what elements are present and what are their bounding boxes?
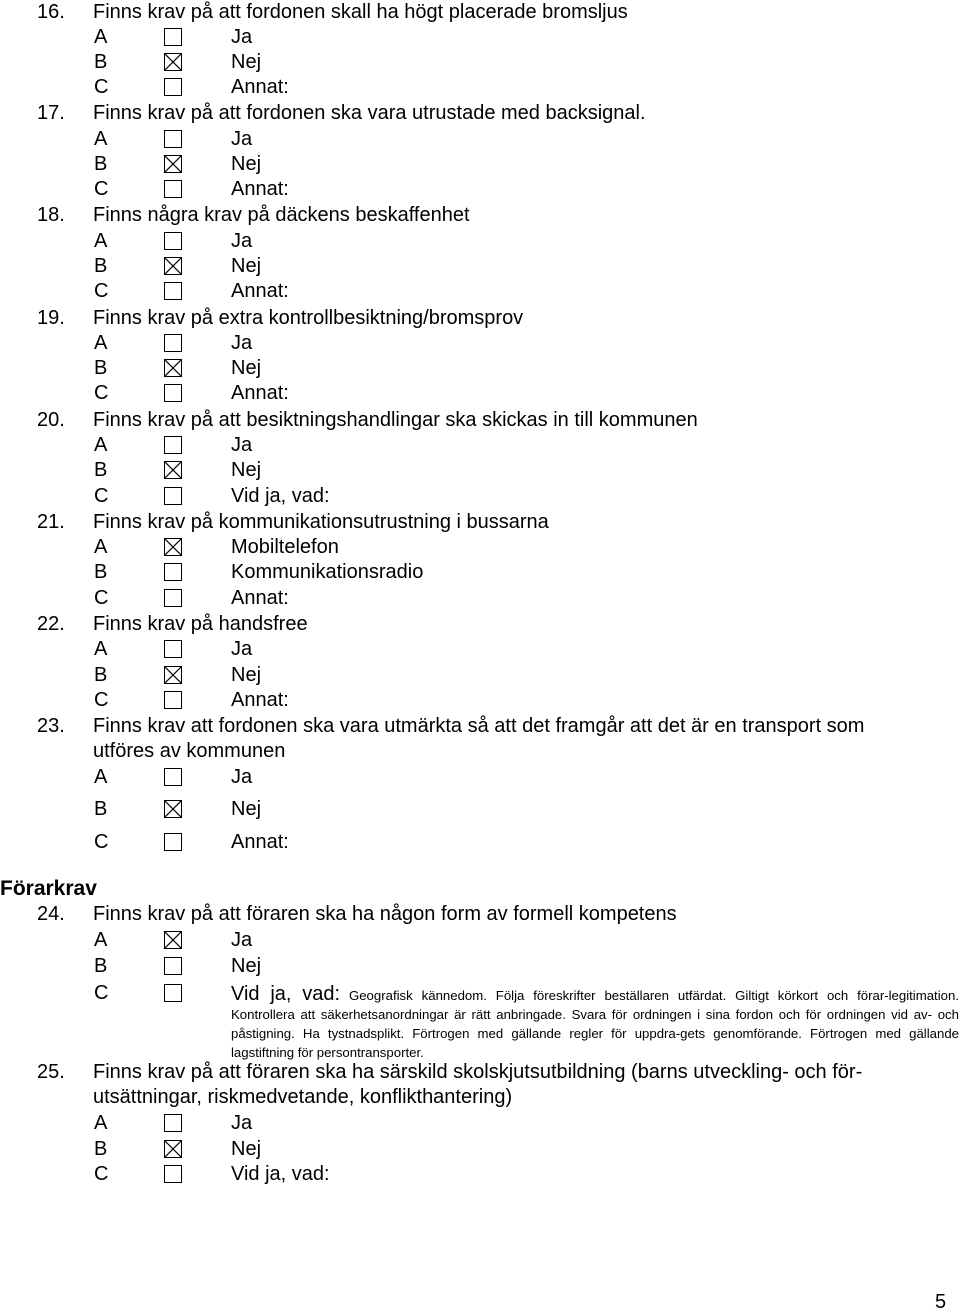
cross-mark-icon bbox=[165, 258, 181, 274]
option-letter: B bbox=[94, 357, 108, 379]
option-label: Nej bbox=[231, 664, 262, 686]
option-a bbox=[0, 127, 960, 152]
option-label: Ja bbox=[231, 332, 253, 354]
option-letter: C bbox=[94, 982, 109, 1004]
option-letter: B bbox=[94, 798, 108, 820]
option-a bbox=[0, 1111, 960, 1136]
checkbox-checked[interactable] bbox=[164, 931, 182, 949]
option-letter: C bbox=[94, 485, 109, 507]
checkbox[interactable] bbox=[164, 984, 182, 1002]
checkbox[interactable] bbox=[164, 487, 182, 505]
question-text: Finns krav på att fordonen ska vara utrustade med backsignal. bbox=[93, 102, 646, 124]
option-letter: A bbox=[94, 929, 108, 951]
option-letter: B bbox=[94, 664, 108, 686]
question-number: 17. bbox=[37, 102, 65, 124]
checkbox-checked[interactable] bbox=[164, 1140, 182, 1158]
option-c bbox=[0, 484, 960, 509]
option-label: Nej bbox=[231, 51, 262, 73]
checkbox[interactable] bbox=[164, 1114, 182, 1132]
question-text-line-1: Finns krav att fordonen ska vara utmärkta så att det framgår att det är en transport som bbox=[93, 715, 865, 737]
checkbox-checked[interactable] bbox=[164, 461, 182, 479]
option-letter: A bbox=[94, 26, 108, 48]
option-label: Annat: bbox=[231, 280, 289, 302]
question-number: 18. bbox=[37, 204, 65, 226]
option-a bbox=[0, 331, 960, 356]
option-label: Annat: bbox=[231, 76, 289, 98]
option-c bbox=[0, 177, 960, 202]
checkbox-checked[interactable] bbox=[164, 800, 182, 818]
checkbox-checked[interactable] bbox=[164, 53, 182, 71]
option-letter: A bbox=[94, 536, 108, 558]
option-label: Nej bbox=[231, 357, 262, 379]
checkbox-checked[interactable] bbox=[164, 666, 182, 684]
question-number: 19. bbox=[37, 307, 65, 329]
option-letter: B bbox=[94, 51, 108, 73]
option-letter: C bbox=[94, 76, 109, 98]
answer-note bbox=[231, 985, 959, 1062]
checkbox[interactable] bbox=[164, 691, 182, 709]
question-text: Finns krav på kommunikationsutrustning i bussarna bbox=[93, 511, 549, 533]
checkbox[interactable] bbox=[164, 130, 182, 148]
option-label: Annat: bbox=[231, 382, 289, 404]
option-b bbox=[0, 152, 960, 177]
question-text: Finns krav på att föraren ska ha någon form av formell kompetens bbox=[93, 903, 677, 925]
option-b bbox=[0, 797, 960, 822]
option-label: Nej bbox=[231, 459, 262, 481]
option-letter: B bbox=[94, 255, 108, 277]
question-text-line-2: utsättningar, riskmedvetande, konflikthantering) bbox=[93, 1086, 513, 1108]
question-number: 21. bbox=[37, 511, 65, 533]
option-a bbox=[0, 765, 960, 790]
option-letter: A bbox=[94, 230, 108, 252]
question-number: 24. bbox=[37, 903, 65, 925]
option-label: Ja bbox=[231, 638, 253, 660]
checkbox-checked[interactable] bbox=[164, 257, 182, 275]
option-label: Annat: bbox=[231, 689, 289, 711]
option-letter: A bbox=[94, 128, 108, 150]
option-c bbox=[0, 381, 960, 406]
option-label: Kommunikationsradio bbox=[231, 561, 424, 583]
question-number: 20. bbox=[37, 409, 65, 431]
cross-mark-icon bbox=[165, 54, 181, 70]
question-text: Finns krav på extra kontrollbesiktning/bromsprov bbox=[93, 307, 524, 329]
question-text-line-1: Finns krav på att föraren ska ha särskild skolskjutsutbildning (barns utveckling- och för- bbox=[93, 1061, 863, 1083]
option-label: Ja bbox=[231, 1112, 253, 1134]
option-a bbox=[0, 637, 960, 662]
question-number: 25. bbox=[37, 1061, 65, 1083]
checkbox[interactable] bbox=[164, 957, 182, 975]
checkbox[interactable] bbox=[164, 180, 182, 198]
question-number: 22. bbox=[37, 613, 65, 635]
section-heading: Förarkrav bbox=[0, 877, 97, 900]
option-b bbox=[0, 1137, 960, 1162]
checkbox-checked[interactable] bbox=[164, 538, 182, 556]
option-letter: C bbox=[94, 689, 109, 711]
option-label: Annat: bbox=[231, 178, 289, 200]
checkbox[interactable] bbox=[164, 334, 182, 352]
option-b bbox=[0, 663, 960, 688]
question-number: 16. bbox=[37, 1, 65, 23]
checkbox[interactable] bbox=[164, 640, 182, 658]
question-text-line-2: utföres av kommunen bbox=[93, 740, 286, 762]
option-a bbox=[0, 433, 960, 458]
option-b bbox=[0, 954, 960, 979]
option-letter: A bbox=[94, 638, 108, 660]
cross-mark-icon bbox=[165, 462, 181, 478]
option-label: Nej bbox=[231, 955, 262, 977]
option-letter: C bbox=[94, 831, 109, 853]
option-letter: B bbox=[94, 955, 108, 977]
option-letter: A bbox=[94, 766, 108, 788]
question-text: Finns krav på att fordonen skall ha högt placerade bromsljus bbox=[93, 1, 628, 23]
option-label: Nej bbox=[231, 153, 262, 175]
option-letter: B bbox=[94, 561, 108, 583]
checkbox[interactable] bbox=[164, 282, 182, 300]
checkbox[interactable] bbox=[164, 768, 182, 786]
question-number: 23. bbox=[37, 715, 65, 737]
option-label: Ja bbox=[231, 128, 253, 150]
cross-mark-icon bbox=[165, 539, 181, 555]
cross-mark-icon bbox=[165, 667, 181, 683]
cross-mark-icon bbox=[165, 801, 181, 817]
question-text: Finns krav på att besiktningshandlingar ska skickas in till kommunen bbox=[93, 409, 698, 431]
option-c bbox=[0, 75, 960, 100]
page-number: 5 bbox=[935, 1291, 947, 1313]
checkbox-checked[interactable] bbox=[164, 359, 182, 377]
option-label: Ja bbox=[231, 929, 253, 951]
option-label: Annat: bbox=[231, 831, 289, 853]
cross-mark-icon bbox=[165, 1141, 181, 1157]
option-label: Vid ja, vad: bbox=[231, 1163, 330, 1185]
option-letter: C bbox=[94, 178, 109, 200]
option-c bbox=[0, 830, 960, 855]
checkbox[interactable] bbox=[164, 232, 182, 250]
option-label: Nej bbox=[231, 1138, 262, 1160]
option-letter: B bbox=[94, 1138, 108, 1160]
checkbox[interactable] bbox=[164, 563, 182, 581]
option-label: Ja bbox=[231, 766, 253, 788]
option-letter: C bbox=[94, 280, 109, 302]
option-label: Vid ja, vad: bbox=[231, 983, 341, 1005]
cross-mark-icon bbox=[165, 360, 181, 376]
option-label: Ja bbox=[231, 434, 253, 456]
option-a bbox=[0, 535, 960, 560]
option-letter: C bbox=[94, 587, 109, 609]
option-b bbox=[0, 356, 960, 381]
option-letter: B bbox=[94, 153, 108, 175]
checkbox[interactable] bbox=[164, 436, 182, 454]
question-text: Finns några krav på däckens beskaffenhet bbox=[93, 204, 470, 226]
checkbox[interactable] bbox=[164, 28, 182, 46]
option-c bbox=[0, 1162, 960, 1187]
option-label: Vid ja, vad: bbox=[231, 485, 330, 507]
option-c bbox=[0, 279, 960, 304]
option-a bbox=[0, 25, 960, 50]
option-b bbox=[0, 254, 960, 279]
checkbox[interactable] bbox=[164, 833, 182, 851]
cross-mark-icon bbox=[165, 932, 181, 948]
option-a bbox=[0, 229, 960, 254]
option-b bbox=[0, 560, 960, 585]
option-letter: A bbox=[94, 332, 108, 354]
checkbox[interactable] bbox=[164, 589, 182, 607]
option-letter: C bbox=[94, 382, 109, 404]
option-c bbox=[0, 586, 960, 611]
cross-mark-icon bbox=[165, 156, 181, 172]
option-c bbox=[0, 688, 960, 713]
option-label: Annat: bbox=[231, 587, 289, 609]
question-text: Finns krav på handsfree bbox=[93, 613, 308, 635]
checkbox-checked[interactable] bbox=[164, 155, 182, 173]
option-b bbox=[0, 50, 960, 75]
option-label: Mobiltelefon bbox=[231, 536, 339, 558]
option-letter: A bbox=[94, 1112, 108, 1134]
option-label: Ja bbox=[231, 230, 253, 252]
checkbox[interactable] bbox=[164, 78, 182, 96]
option-a bbox=[0, 928, 960, 953]
option-label: Nej bbox=[231, 798, 262, 820]
option-label: Ja bbox=[231, 26, 253, 48]
checkbox[interactable] bbox=[164, 1165, 182, 1183]
answer-note-text: Geografisk kännedom. Följa föreskrifter beställaren utfärdat. Giltigt körkort och förar-legitimation. Kontrollera att säkerhetsanordningar är rätt anbringade. Svara för ordningen i sina fordon och för ordningen vid av- och påstigning. Ha tystnadsplikt. Förtrogen med gällande regler för uppdra-gets genomförande. Förtrogen med gällande lagstiftning för persontransporter. bbox=[231, 988, 959, 1060]
checkbox[interactable] bbox=[164, 384, 182, 402]
option-label: Nej bbox=[231, 255, 262, 277]
option-b bbox=[0, 458, 960, 483]
option-letter: C bbox=[94, 1163, 109, 1185]
option-letter: B bbox=[94, 459, 108, 481]
option-letter: A bbox=[94, 434, 108, 456]
